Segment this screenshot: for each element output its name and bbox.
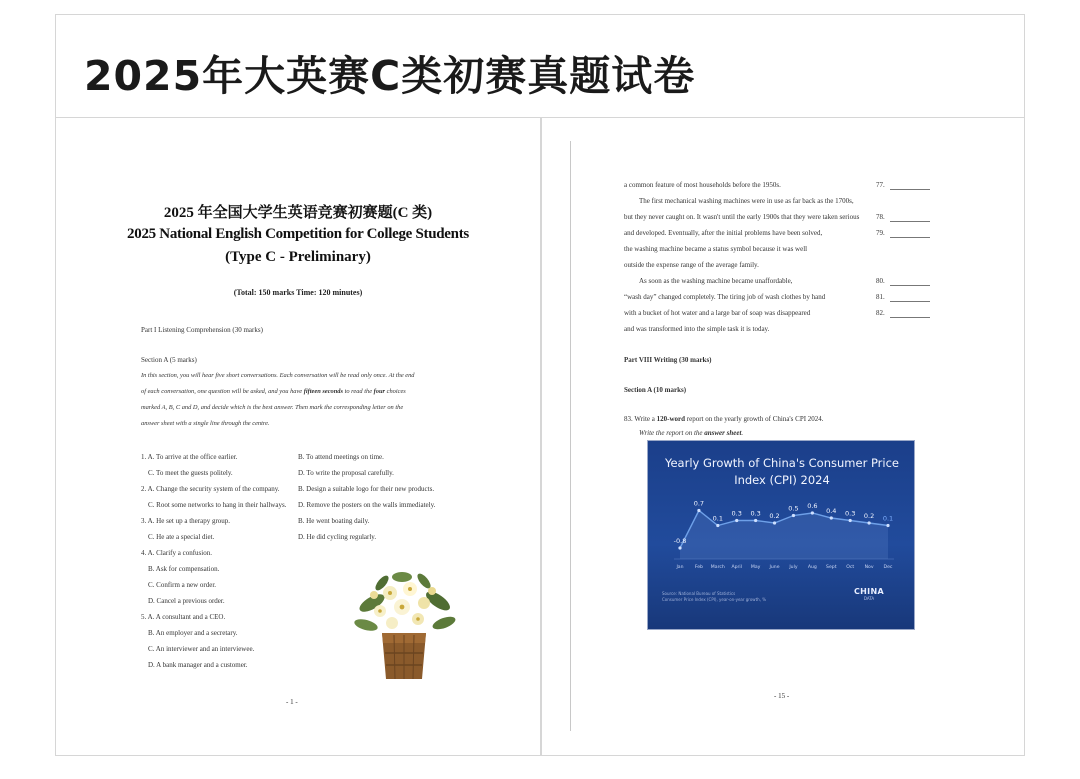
instruction-text: of each conversation, one question will be asked, and you have xyxy=(141,388,304,395)
chart-source-line: Source: National Bureau of Statistics xyxy=(662,591,736,596)
exam-title-cn: 2025 年全国大学生英语竞赛初赛题(C 类) xyxy=(163,205,433,221)
note-emphasis: answer sheet xyxy=(704,429,742,437)
data-point xyxy=(849,519,852,522)
data-point xyxy=(697,509,700,512)
cpi-chart xyxy=(647,440,915,630)
question-text: report on the yearly growth of China's CPI 2024. xyxy=(685,415,824,423)
answer-blank xyxy=(890,221,930,222)
passage-line: “wash day” changed completely. The tiring job of wash clothes by hand xyxy=(624,293,826,301)
x-tick-label: Jan xyxy=(676,565,684,570)
data-label: 0.1 xyxy=(712,514,723,523)
passage-line: The first mechanical washing machines were in use as far back as the 1700s, xyxy=(639,197,854,205)
option: D. To write the proposal carefully. xyxy=(298,469,394,477)
data-point xyxy=(830,516,833,519)
answer-blank xyxy=(890,237,930,238)
option: 5. A. A consultant and a CEO. xyxy=(141,613,226,621)
x-tick-label: Nov xyxy=(864,565,874,570)
option: B. Design a suitable logo for their new products. xyxy=(298,485,435,493)
exam-title-type: (Type C - Preliminary) xyxy=(225,249,371,265)
passage-line: a common feature of most households before the 1950s. xyxy=(624,181,781,189)
data-point xyxy=(678,546,681,549)
data-point xyxy=(716,524,719,527)
note-text: . xyxy=(741,429,744,437)
data-point xyxy=(886,524,889,527)
option: C. An interviewer and an interviewee. xyxy=(148,645,255,653)
passage-line: with a bucket of hot water and a large bar of soap was disappeared xyxy=(624,309,811,317)
part-heading: Part I Listening Comprehension (30 marks) xyxy=(141,326,263,334)
data-point xyxy=(867,521,870,524)
passage-line: the washing machine became a status symbol because it was well xyxy=(624,245,808,253)
data-label: 0.1 xyxy=(882,514,894,523)
option: D. Remove the posters on the walls immediately. xyxy=(298,501,436,509)
instruction-line xyxy=(141,388,406,395)
series-area xyxy=(680,511,888,560)
instruction-emphasis: fifteen seconds xyxy=(303,388,343,395)
data-label: 0.3 xyxy=(845,509,856,518)
x-tick-label: Dec xyxy=(883,565,893,570)
logo-subtext: DATA xyxy=(863,596,875,601)
document-frame xyxy=(55,14,1025,756)
exam-page-1 xyxy=(56,118,540,755)
answer-number: 78. xyxy=(876,213,885,221)
data-point xyxy=(754,519,757,522)
section-heading: Section A (10 marks) xyxy=(624,386,687,394)
x-tick-label: Sept xyxy=(826,565,837,570)
answer-blank xyxy=(890,285,930,286)
data-label: 0.2 xyxy=(769,512,780,520)
instruction-text: choices xyxy=(385,388,406,395)
data-point xyxy=(773,521,776,524)
option: 4. A. Clarify a confusion. xyxy=(141,549,212,557)
option: C. He ate a special diet. xyxy=(148,533,215,541)
data-point xyxy=(735,519,738,522)
chart-title: Yearly Growth of China's Consumer Price Index (CPI) 2024 xyxy=(664,456,900,487)
instruction-line: In this section, you will hear five short conversations. Each conversation will be read only once. At the end xyxy=(141,372,415,379)
data-label: 0.3 xyxy=(750,509,761,518)
passage-line: and was transformed into the simple task it is today. xyxy=(624,325,770,333)
option: D. He did cycling regularly. xyxy=(298,533,377,541)
answer-blank xyxy=(890,317,930,318)
section-heading: Section A (5 marks) xyxy=(141,356,197,364)
data-label: 0.5 xyxy=(788,504,799,513)
part-heading: Part VIII Writing (30 marks) xyxy=(624,356,712,364)
answer-blank xyxy=(890,301,930,302)
instruction-text: to read the xyxy=(342,388,374,395)
chart-source xyxy=(662,591,766,603)
page-number: - 1 - xyxy=(286,698,298,706)
data-point xyxy=(792,514,795,517)
data-label: 0.4 xyxy=(826,507,837,515)
writing-question xyxy=(624,415,824,423)
answer-number: 79. xyxy=(876,229,885,237)
flower-basket-icon xyxy=(382,633,426,679)
x-tick-label: Oct xyxy=(846,565,855,570)
x-tick-label: Aug xyxy=(807,565,817,570)
answer-number: 77. xyxy=(876,181,885,189)
option: B. To attend meetings on time. xyxy=(298,453,384,461)
passage-line: but they never caught on. It wasn't until the early 1900s that they were taken serious xyxy=(624,213,860,221)
flower-bouquet-illustration xyxy=(352,563,456,687)
x-tick-label: July xyxy=(789,565,798,570)
page-fold-shadow xyxy=(570,141,571,731)
data-point xyxy=(811,511,814,514)
option: 1. A. To arrive at the office earlier. xyxy=(141,453,238,461)
option: C. Root some networks to hang in their hallways. xyxy=(148,501,287,509)
exam-title-en: 2025 National English Competition for College Students xyxy=(127,226,469,242)
data-label: 0.3 xyxy=(731,509,742,518)
option: C. Confirm a new order. xyxy=(148,581,217,589)
option: C. To meet the guests politely. xyxy=(148,469,233,477)
option: B. He went boating daily. xyxy=(298,517,370,525)
option: 3. A. He set up a therapy group. xyxy=(141,517,231,525)
answer-number: 82. xyxy=(876,309,885,317)
question-emphasis: 120-word xyxy=(656,415,686,423)
answer-blank xyxy=(890,189,930,190)
passage-line: As soon as the washing machine became unaffordable, xyxy=(639,277,793,285)
exam-page-15 xyxy=(542,118,1024,755)
x-tick-label: June xyxy=(769,565,780,570)
chart-source-line: Consumer Price Index (CPI), year-on-year growth, % xyxy=(662,597,767,602)
option: 2. A. Change the security system of the company. xyxy=(141,485,280,493)
option: D. Cancel a previous order. xyxy=(148,597,225,605)
x-tick-label: March xyxy=(710,565,725,570)
option: B. An employer and a secretary. xyxy=(148,629,238,637)
answer-number: 81. xyxy=(876,293,885,301)
exam-meta: (Total: 150 marks Time: 120 minutes) xyxy=(233,288,363,297)
page-number: - 15 - xyxy=(774,692,790,700)
question-text: 83. Write a xyxy=(624,415,657,423)
banner xyxy=(56,15,1024,118)
passage-line: outside the expense range of the average family. xyxy=(624,261,759,269)
data-label: 0.7 xyxy=(693,499,705,508)
banner-title: 2025年大英赛C类初赛真题试卷 xyxy=(84,52,696,100)
answer-number: 80. xyxy=(876,277,885,285)
x-tick-label: May xyxy=(750,565,761,570)
option: D. A bank manager and a customer. xyxy=(148,661,248,669)
passage-line: and developed. Eventually, after the initial problems have been solved, xyxy=(624,229,823,237)
x-tick-label: April xyxy=(731,565,742,570)
data-label: 0.2 xyxy=(863,512,875,520)
data-label: -0.8 xyxy=(673,537,687,545)
writing-note xyxy=(639,429,743,437)
logo-text: CHINA xyxy=(854,587,884,596)
instruction-line: answer sheet with a single line through the centre. xyxy=(141,420,270,427)
china-data-logo xyxy=(854,587,884,601)
note-text: Write the report on the xyxy=(639,429,705,437)
instruction-line: marked A, B, C and D, and decide which is the best answer. Then mark the corresponding letter on the xyxy=(141,404,404,411)
data-label: 0.6 xyxy=(807,502,818,510)
option: B. Ask for compensation. xyxy=(148,565,220,573)
x-tick-label: Feb xyxy=(694,565,703,570)
instruction-emphasis: four xyxy=(373,388,386,395)
